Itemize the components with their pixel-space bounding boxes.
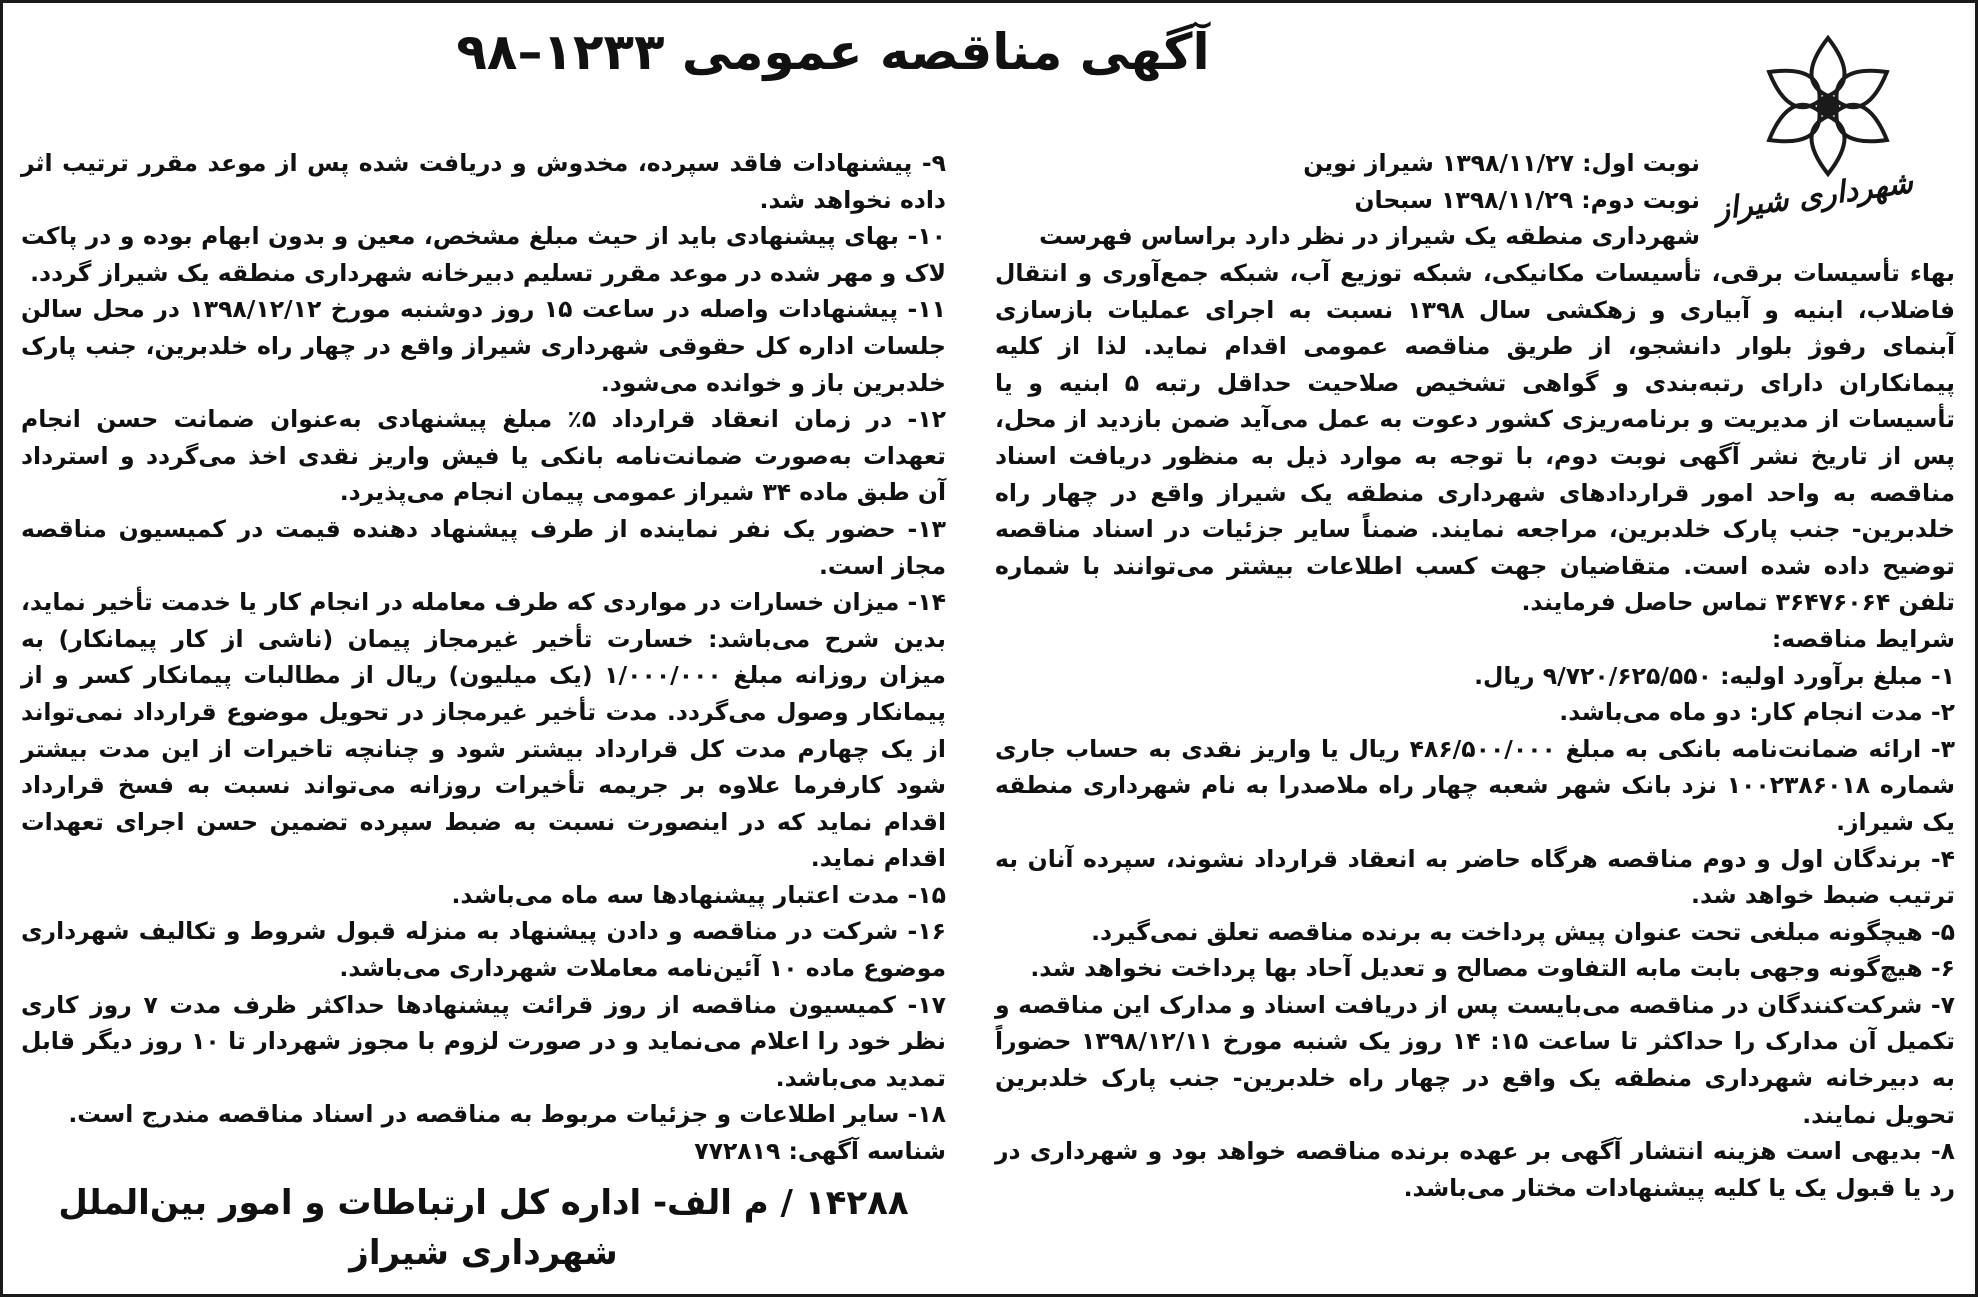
ad-id: شناسه آگهی: ۷۷۲۸۱۹ xyxy=(694,1137,946,1166)
condition-item: ۱۰- بهای پیشنهادی باید از حیث مبلغ مشخص، معین و بدون ابهام بوده و در پاکت لاک و مهر شده در موعد مقرر تسلیم دبیرخانه شهرداری منطقه یک شیراز گردد. xyxy=(21,222,946,287)
second-publish-date: نوبت دوم: ۱۳۹۸/۱۱/۲۹ سبحان xyxy=(1354,185,1700,214)
intro-first-line: شهرداری منطقه یک شیراز در نظر دارد براساس فهرست xyxy=(1039,222,1700,251)
condition-item: ۳- ارائه ضمانت‌نامه بانکی به مبلغ ۴۸۶/۵۰۰/۰۰۰ ریال یا واریز نقدی به حساب جاری شماره ۱۰۰۲۳۸۶۰۱۸ نزد بانک شهر شعبه چهار راه ملاصدرا به نام شهرداری منطقه یک شیراز. xyxy=(995,734,1955,836)
publish-dates xyxy=(995,145,1700,255)
condition-item: ۱۱- پیشنهادات واصله در ساعت ۱۵ روز دوشنبه مورخ ۱۳۹۸/۱۲/۱۲ در محل سالن جلسات اداره کل حقوقی شهرداری شیراز واقع در چهار راه خلدبرین، جنب پارک خلدبرین باز و خوانده می‌شود. xyxy=(21,295,947,397)
condition-item: ۱۷- کمیسیون مناقصه از روز قرائت پیشنهادها حداکثر ظرف مدت ۷ روز کاری نظر خود را اعلام می‌نماید و در صورت لزوم با مجوز شهردار تا ۱۰ روز دیگر قابل تمدید می‌باشد. xyxy=(21,990,947,1092)
condition-item: ۱۸- سایر اطلاعات و جزئیات مربوط به مناقصه در اسناد مناقصه مندرج است. xyxy=(68,1100,946,1129)
condition-item: ۱۵- مدت اعتبار پیشنهادها سه ماه می‌باشد. xyxy=(451,880,946,909)
condition-item: ۱۶- شرکت در مناقصه و دادن پیشنهاد به منزله قبول شروط و تکالیف شهرداری موضوع ماده ۱۰ آئین‌نامه معاملات شهرداری می‌باشد. xyxy=(21,917,946,983)
footer-signature: ۱۴۲۸۸ / م الف- اداره کل ارتباطات و امور بین‌الملل شهرداری شیراز xyxy=(58,1183,909,1273)
conditions-heading: شرایط مناقصه: xyxy=(1771,624,1955,653)
municipality-flower-logo-icon xyxy=(1712,31,1935,246)
condition-item: ۱۲- در زمان انعقاد قرارداد ۵٪ مبلغ پیشنهادی به‌عنوان ضمانت حسن انجام تعهدات به‌صورت ضمانت‌نامه بانکی یا فیش واریز نقدی اخذ می‌گردد و استرداد آن طبق ماده ۳۴ شیراز عمومی پیمان انجام می‌پذیرد. xyxy=(21,405,946,507)
first-publish-date: نوبت اول: ۱۳۹۸/۱۱/۲۷ شیراز نوین xyxy=(1303,149,1700,177)
condition-item: ۴- برندگان اول و دوم مناقصه هرگاه حاضر به انعقاد قرارداد نشوند، سپرده آنان به ترتیب ضبط خواهد شد. xyxy=(995,844,1955,910)
right-column xyxy=(995,255,1955,1206)
condition-item: ۱- مبلغ برآورد اولیه: ۹/۷۲۰/۶۲۵/۵۵۰ ریال. xyxy=(1474,661,1955,690)
intro-paragraph: بهاء تأسیسات برقی، تأسیسات مکانیکی، شبکه توزیع آب، شبکه جمع‌آوری و انتقال فاضلاب، ابنیه و آبیاری و زهکشی سال ۱۳۹۸ نسبت به اجرای عملیات بازسازی آبنمای رفوژ بلوار دانشجو، از طریق مناقصه عمومی اقدام نماید. لذا از کلیه پیمانکاران دارای رتبه‌بندی و گواهی تشخیص صلاحیت حداقل رتبه ۵ ابنیه و یا تأسیسات از مدیریت و برنامه‌ریزی کشور دعوت به عمل می‌آید ضمن بازدید از محل، پس از تاریخ نشر آگهی نوبت دوم، با توجه به موارد ذیل به منظور دریافت اسناد مناقصه به واحد امور قراردادهای شهرداری منطقه یک شیراز واقع در چهار راه خلدبرین- جنب پارک خلدبرین، مراجعه نمایند. ضمناً سایر جزئیات در اسناد مناقصه توضیح داده شده است. متقاضیان جهت کسب اطلاعات بیشتر می‌توانند با شماره تلفن ۳۶۴۷۶۰۶۴ تماس حاصل فرمایند. xyxy=(995,259,1955,617)
condition-item: ۹- پیشنهادات فاقد سپرده، مخدوش و دریافت شده پس از موعد مقرر ترتیب اثر داده نخواهد شد. xyxy=(21,149,946,214)
condition-item: ۱۴- میزان خسارات در مواردی که طرف معامله در انجام کار یا خدمت تأخیر نماید، بدین شرح می‌باشد: خسارت تأخیر غیرمجاز پیمان (ناشی از کار پیمانکار) به میزان روزانه مبلغ ۱/۰۰۰/۰۰۰ (یک میلیون) ریال از مطالبات پیمانکار کسر و از پیمانکار وصول می‌گردد. مدت تأخیر غیرمجاز در تحویل موضوع قرارداد نمی‌تواند از یک چهارم مدت کل قرارداد بیشتر شود و چنانچه تاخیرات از این مدت بیشتر شود کارفرما علاوه بر جریمه تأخیرات روزانه می‌تواند نسبت به فسخ قرارداد اقدام نماید که در اینصورت نسبت به ضبط سپرده تضمین حسن اجرای تعهدات اقدام نماید. xyxy=(21,588,946,873)
condition-item: ۶- هیچ‌گونه وجهی بابت مابه التفاوت مصالح و تعدیل آحاد بها پرداخت نخواهد شد. xyxy=(1030,954,1955,983)
condition-item: ۱۳- حضور یک نفر نماینده از طرف پیشنهاد دهنده قیمت در کمیسیون مناقصه مجاز است. xyxy=(21,514,946,580)
condition-item: ۷- شرکت‌کنندگان در مناقصه می‌بایست پس از دریافت اسناد و مدارک این مناقصه و تکمیل آن مدارک را حداکثر تا ساعت ۱۵: ۱۴ روز یک شنبه مورخ ۱۳۹۸/۱۲/۱۱ حضوراً به دبیرخانه شهرداری منطقه یک واقع در چهار راه خلدبرین- جنب پارک خلدبرین تحویل نمایند. xyxy=(995,990,1955,1129)
page-title: آگهی مناقصه عمومی ۱۲۳۳–۹۸ xyxy=(456,23,1210,81)
condition-item: ۸- بدیهی است هزینه انتشار آگهی بر عهده برنده مناقصه خواهد بود و شهرداری در رد یا قبول یک یا کلیه پیشنهادات مختار می‌باشد. xyxy=(995,1137,1955,1202)
left-column xyxy=(21,145,946,1170)
condition-item: ۵- هیچگونه مبلغی تحت عنوان پیش پرداخت به برنده مناقصه تعلق نمی‌گیرد. xyxy=(1091,917,1955,946)
condition-item: ۲- مدت انجام کار: دو ماه می‌باشد. xyxy=(1559,698,1955,727)
logo-text: شهرداری شیراز xyxy=(1712,165,1916,228)
